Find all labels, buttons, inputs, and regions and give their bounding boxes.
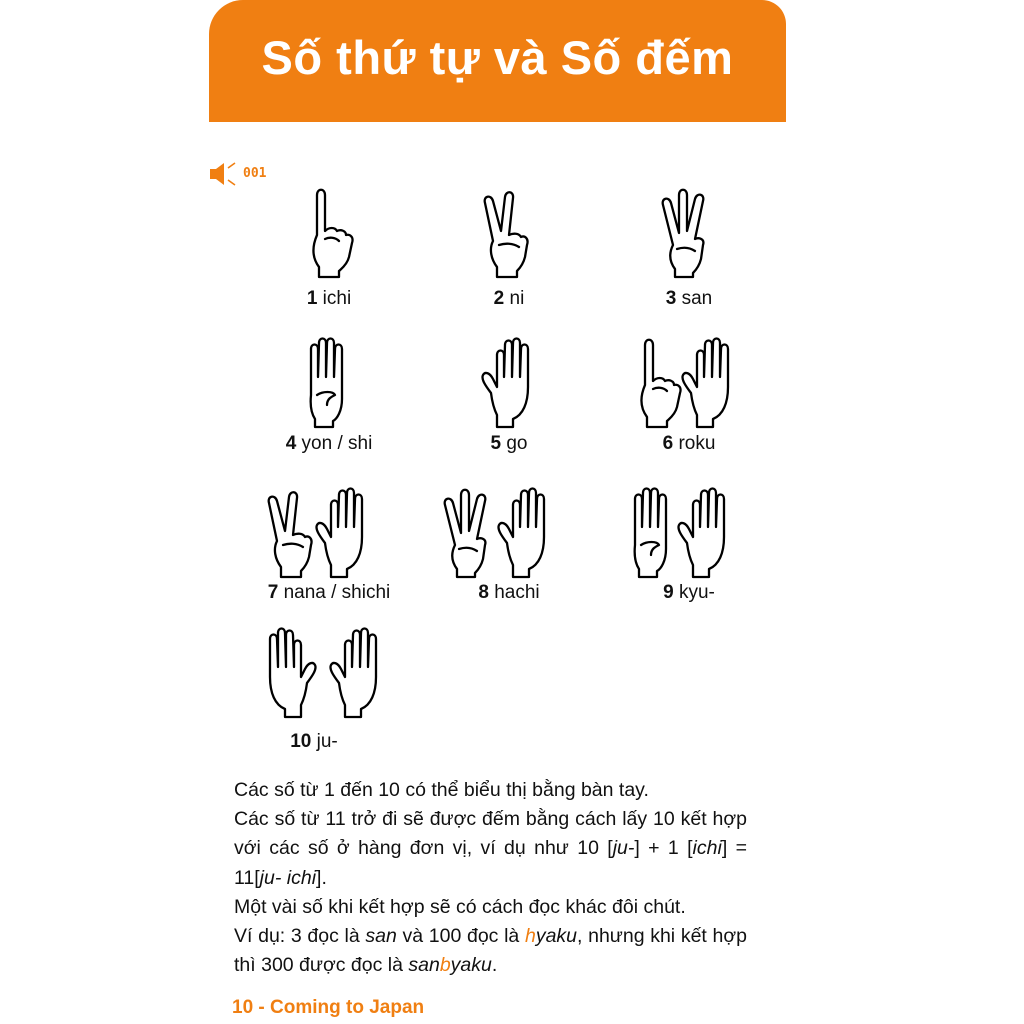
number-label-7: 7 nana / shichi xyxy=(267,582,391,603)
page-header xyxy=(209,0,786,122)
two-finger-hand-icon xyxy=(477,185,537,281)
body-text xyxy=(234,776,747,980)
speaker-icon xyxy=(209,160,241,188)
three-finger-hand-icon xyxy=(439,485,499,581)
audio-track[interactable] xyxy=(209,160,289,188)
number-label-9: 9 kyu- xyxy=(663,582,715,603)
one-finger-hand-icon xyxy=(299,185,359,281)
audio-track-number: 001 xyxy=(243,166,267,181)
number-label-10: 10 ju- xyxy=(290,731,338,752)
open-hand-icon xyxy=(311,485,371,581)
three-finger-hand-icon xyxy=(657,185,717,281)
open-hand-icon xyxy=(673,485,733,581)
paragraph-2: Các số từ 11 trở đi sẽ được đếm bằng cách lấy 10 kết hợp với các số ở hàng đơn vị, ví dụ như 10 [ju-] + 1 [ichi] = 11[ju- ichi]. xyxy=(234,808,747,889)
four-finger-hand-icon xyxy=(621,485,681,581)
open-hand-icon xyxy=(323,625,387,721)
number-label-1: 1 ichi xyxy=(306,288,352,309)
open-hand-icon xyxy=(677,335,737,431)
number-label-3: 3 san xyxy=(665,288,713,309)
open-hand-icon xyxy=(493,485,553,581)
paragraph-4: Ví dụ: 3 đọc là san và 100 đọc là hyaku, nhưng khi kết hợp thì 300 được đọc là sanbyaku. xyxy=(234,925,747,977)
number-label-2: 2 ni xyxy=(493,288,525,309)
number-label-4: 4 yon / shi xyxy=(285,433,373,454)
four-finger-hand-icon xyxy=(297,335,357,431)
number-label-6: 6 roku xyxy=(662,433,716,454)
open-hand-icon xyxy=(259,625,323,721)
number-label-5: 5 go xyxy=(490,433,528,454)
page-footer: 10 - Coming to Japan xyxy=(232,997,425,1018)
page xyxy=(209,0,786,1024)
number-label-8: 8 hachi xyxy=(478,582,540,603)
open-hand-icon xyxy=(477,335,537,431)
paragraph-1: Các số từ 1 đến 10 có thể biểu thị bằng bàn tay. xyxy=(234,779,649,801)
paragraph-3: Một vài số khi kết hợp sẽ có cách đọc khác đôi chút. xyxy=(234,895,686,918)
page-title: Số thứ tự và Số đếm xyxy=(261,31,734,84)
